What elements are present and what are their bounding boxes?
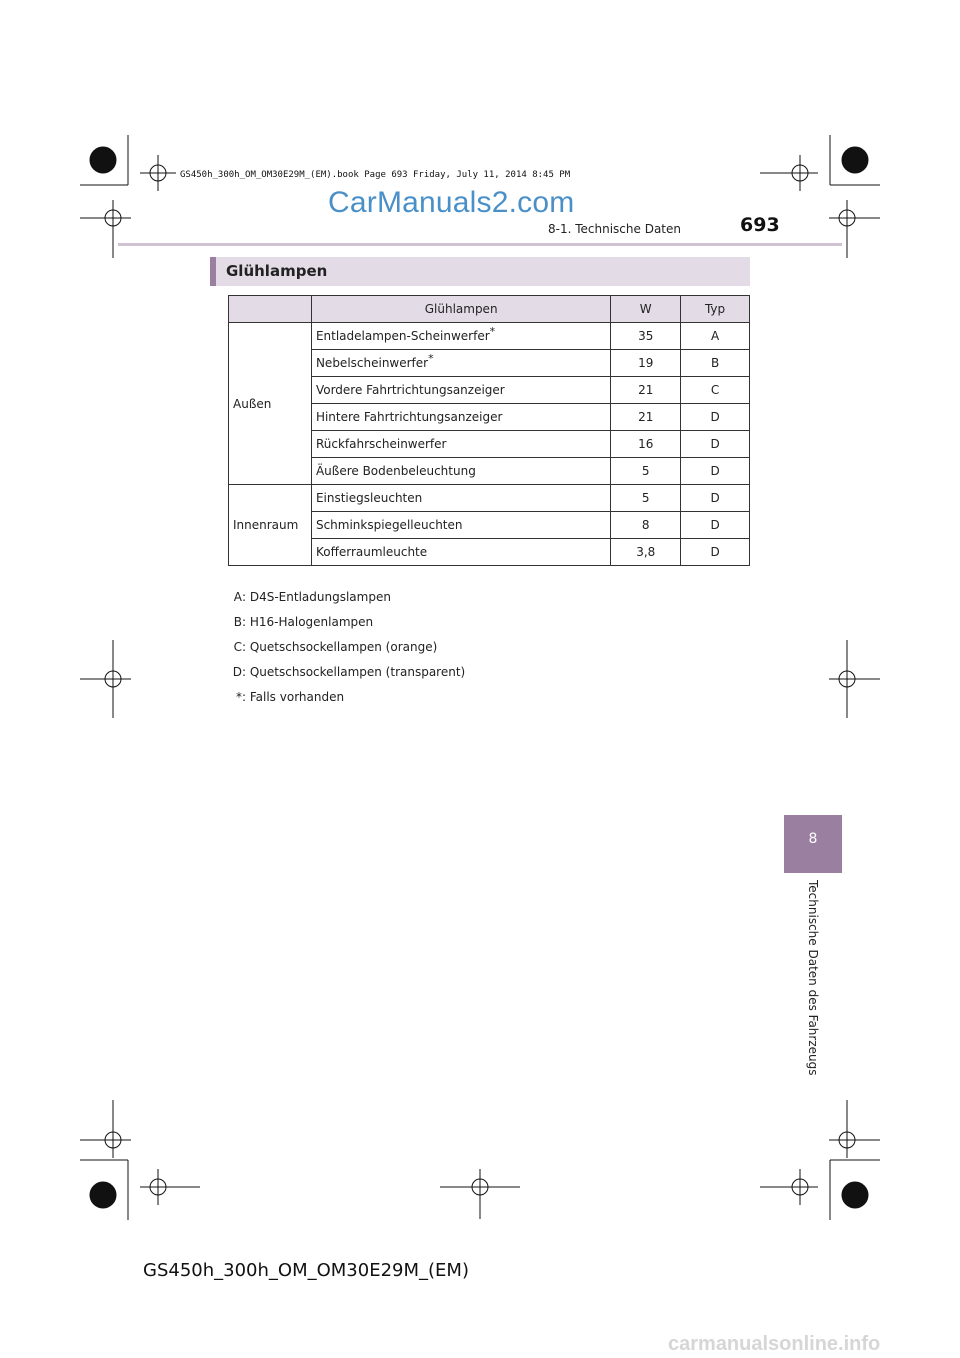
footer-document-code: GS450h_300h_OM_OM30E29M_(EM): [143, 1260, 469, 1281]
type-cell: A: [681, 323, 750, 350]
bulb-name-cell: Nebelscheinwerfer*: [311, 350, 610, 377]
legend: [222, 585, 465, 710]
section-breadcrumb: 8-1. Technische Daten: [548, 222, 681, 236]
type-cell: D: [681, 539, 750, 566]
type-cell: B: [681, 350, 750, 377]
wattage-cell: 16: [611, 431, 681, 458]
crosshair-target-icon: [80, 1100, 131, 1158]
type-cell: D: [681, 404, 750, 431]
chapter-title-vertical: Technische Daten des Fahrzeugs: [806, 880, 820, 1076]
wattage-cell: 21: [611, 404, 681, 431]
crosshair-target-icon: [140, 1169, 200, 1205]
legend-item: C: Quetschsockellampen (orange): [233, 640, 438, 654]
legend-item: *: Falls vorhanden: [236, 690, 345, 704]
header-cell-watt: W: [611, 296, 681, 323]
table-row: [229, 323, 750, 350]
group-cell-interior: Innenraum: [229, 485, 312, 566]
bulb-name-cell: Äußere Bodenbeleuchtung: [311, 458, 610, 485]
type-cell: D: [681, 512, 750, 539]
type-cell: D: [681, 431, 750, 458]
crosshair-target-icon: [140, 155, 176, 191]
type-cell: D: [681, 485, 750, 512]
wattage-cell: 8: [611, 512, 681, 539]
table-header-row: [229, 296, 750, 323]
header-cell-empty: [229, 296, 312, 323]
legend-item: B: H16-Halogenlampen: [233, 615, 374, 629]
print-header: GS450h_300h_OM_OM30E29M_(EM).book Page 693 Friday, July 11, 2014 8:45 PM: [180, 170, 571, 180]
crosshair-target-icon: [829, 1100, 880, 1158]
section-title: Glühlampen: [226, 262, 328, 280]
bulb-name-cell: Rückfahrscheinwerfer: [311, 431, 610, 458]
wattage-cell: 21: [611, 377, 681, 404]
wattage-cell: 5: [611, 458, 681, 485]
bulb-name-cell: Schminkspiegelleuchten: [311, 512, 610, 539]
crosshair-target-icon: [80, 200, 131, 258]
watermark-logo[interactable]: CarManuals2.com: [328, 186, 575, 219]
bulb-name-cell: Kofferraumleuchte: [311, 539, 610, 566]
header-divider: [118, 243, 842, 246]
bulb-name-cell: Einstiegsleuchten: [311, 485, 610, 512]
table-row: [229, 485, 750, 512]
bulb-name-cell: Hintere Fahrtrichtungsanzeiger: [311, 404, 610, 431]
page-number: 693: [740, 214, 780, 236]
chapter-number: 8: [808, 831, 818, 847]
crosshair-target-icon: [829, 200, 880, 258]
section-heading-bar: [210, 257, 750, 286]
bulb-table: [228, 295, 750, 566]
legend-item: A: D4S-Entladungslampen: [233, 590, 391, 604]
crosshair-target-icon: [440, 1169, 520, 1219]
legend-item: D: Quetschsockellampen (transparent): [232, 665, 466, 679]
bulb-name-cell: Entladelampen-Scheinwerfer*: [311, 323, 610, 350]
wattage-cell: 35: [611, 323, 681, 350]
crosshair-target-icon: [80, 640, 131, 718]
header-cell-type: Typ: [681, 296, 750, 323]
wattage-cell: 3,8: [611, 539, 681, 566]
crosshair-target-icon: [829, 640, 880, 718]
bulb-name-cell: Vordere Fahrtrichtungsanzeiger: [311, 377, 610, 404]
wattage-cell: 19: [611, 350, 681, 377]
crosshair-target-icon: [760, 155, 818, 191]
type-cell: C: [681, 377, 750, 404]
watermark-footer[interactable]: carmanualsonline.info: [668, 1333, 881, 1355]
group-cell-exterior: Außen: [229, 323, 312, 485]
header-cell-bulbs: Glühlampen: [311, 296, 610, 323]
type-cell: D: [681, 458, 750, 485]
wattage-cell: 5: [611, 485, 681, 512]
crosshair-target-icon: [760, 1169, 818, 1205]
chapter-tab: [784, 815, 842, 873]
